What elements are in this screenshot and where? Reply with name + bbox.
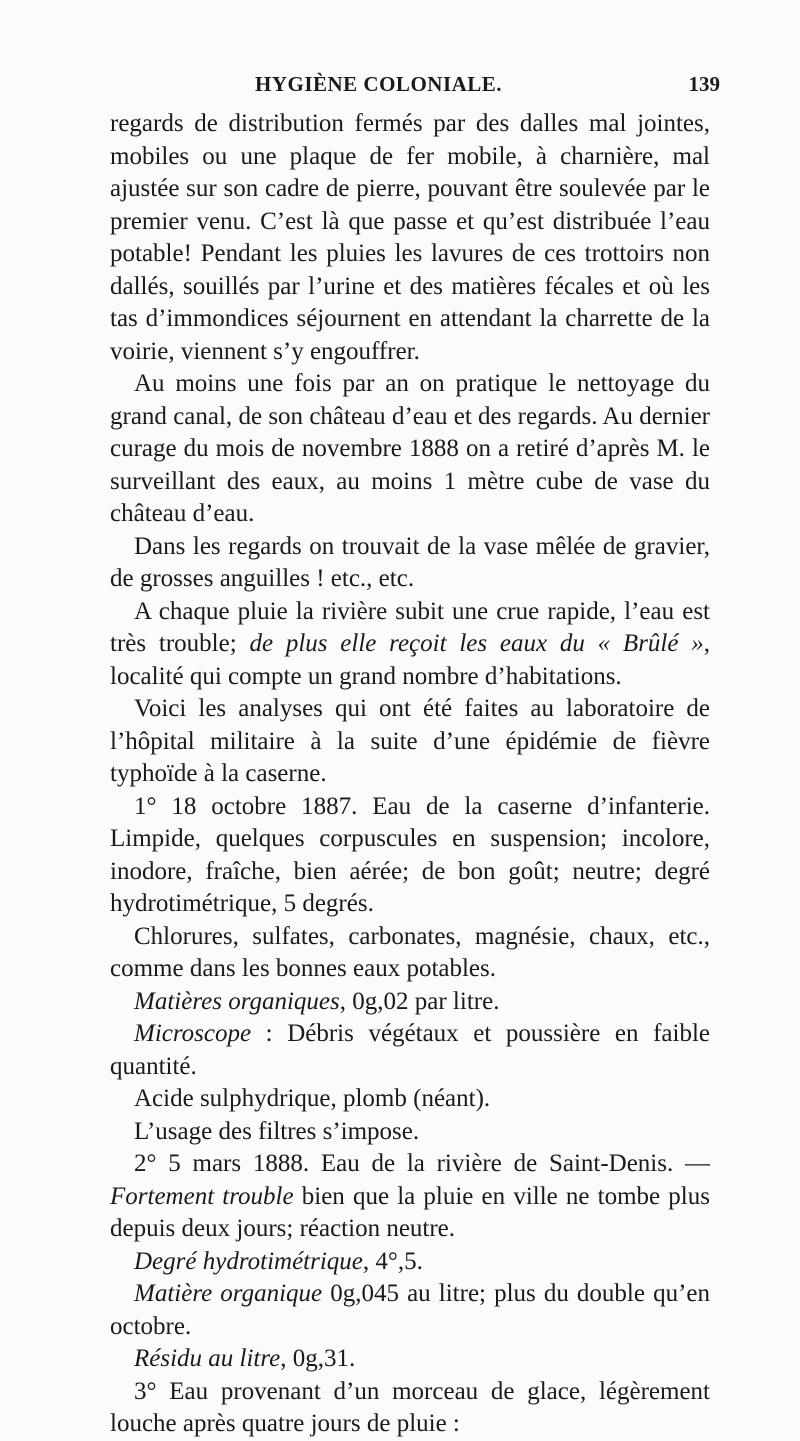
text-run: , 4°,5. — [362, 1247, 423, 1275]
paragraph — [110, 1376, 710, 1441]
italic-text: de plus elle reçoit les eaux du « Brûlé » — [249, 630, 704, 657]
text-run: 1° 18 octobre 1887. Eau de la caserne d’infanterie. Limpide, quelques corpuscules en suspension; incolore, inodore, fraîche, bien aérée; de bon goût; neutre; degré hydrotimétrique, 5 degrés. — [110, 792, 710, 917]
text-run: 3° Eau provenant d’un morceau de glace, légèrement louche après quatre jours de pluie : — [110, 1377, 710, 1437]
page-header — [120, 72, 720, 106]
text-run: , 0g,02 par litre. — [339, 987, 500, 1015]
text-run: , localité qui compte un grand nombre d’habitations. — [110, 630, 711, 690]
paragraph — [110, 1343, 710, 1376]
italic-text: Matière organique — [134, 1280, 323, 1307]
italic-text: Fortement trouble — [110, 1182, 294, 1210]
italic-text: Résidu au litre — [134, 1345, 281, 1372]
text-run: Dans les regards on trouvait de la vase mêlée de gravier, de grosses anguilles ! etc., etc. — [110, 532, 710, 592]
paragraph — [110, 1278, 710, 1343]
paragraph — [110, 1083, 710, 1116]
body-text — [110, 108, 710, 1441]
text-run: Acide sulphydrique, plomb (néant). — [134, 1085, 491, 1112]
italic-text: Matières organiques — [134, 987, 340, 1015]
paragraph — [110, 791, 710, 921]
paragraph — [110, 986, 710, 1019]
paragraph — [110, 1116, 710, 1149]
text-run: Voici les analyses qui ont été faites au laboratoire de l’hôpital militaire à la suite d’une épidémie de fièvre typhoïde à la caserne. — [110, 695, 710, 787]
text-run: bien que la pluie en ville ne tombe plus depuis deux jours; réaction neutre. — [110, 1182, 710, 1242]
text-run: : Débris végétaux et poussière en faible quantité. — [110, 1020, 710, 1080]
paragraph — [110, 1148, 710, 1246]
paragraph — [110, 921, 710, 986]
running-title: HYGIÈNE COLONIALE. — [255, 72, 503, 96]
paragraph — [110, 1246, 710, 1279]
paragraph — [110, 693, 710, 791]
paragraph — [110, 108, 710, 368]
paragraph — [110, 368, 710, 531]
paragraph — [110, 1018, 710, 1083]
text-run: Au moins une fois par an on pratique le nettoyage du grand canal, de son château d’eau et des regards. Au dernier curage du mois de novembre 1888 on a retiré d’après M. le surveillant des eaux, au moins 1 mètre cube de vase du château d’eau. — [110, 370, 710, 527]
text-run: 2° 5 mars 1888. Eau de la rivière de Saint-Denis. — — [134, 1150, 710, 1177]
text-run: L’usage des filtres s’impose. — [134, 1117, 420, 1145]
paragraph — [110, 596, 710, 694]
text-run: Chlorures, sulfates, carbonates, magnésie, chaux, etc., comme dans les bonnes eaux potables. — [110, 922, 710, 982]
text-run: 0g,045 au litre; plus du double qu’en octobre. — [110, 1280, 710, 1340]
text-run: regards de distribution fermés par des dalles mal jointes, mobiles ou une plaque de fer mobile, à charnière, mal ajustée sur son cadre de pierre, pouvant être soulevée par le premier venu. C’est là que passe et qu’est distribuée l’eau potable! Pendant les pluies les lavures de ces trottoirs non dallés, souillés par l’urine et des matières fécales et où les tas d’immondices séjournent en attendant la charrette de la voirie, viennent s’y engouffrer. — [110, 110, 710, 365]
text-run: , 0g,31. — [280, 1345, 356, 1372]
italic-text: Degré hydrotimétrique — [134, 1247, 363, 1275]
page-number: 139 — [688, 72, 720, 96]
paragraph — [110, 531, 710, 596]
text-run: A chaque pluie la rivière subit une crue rapide, l’eau est très trouble; — [110, 597, 710, 657]
italic-text: Microscope — [134, 1020, 252, 1047]
